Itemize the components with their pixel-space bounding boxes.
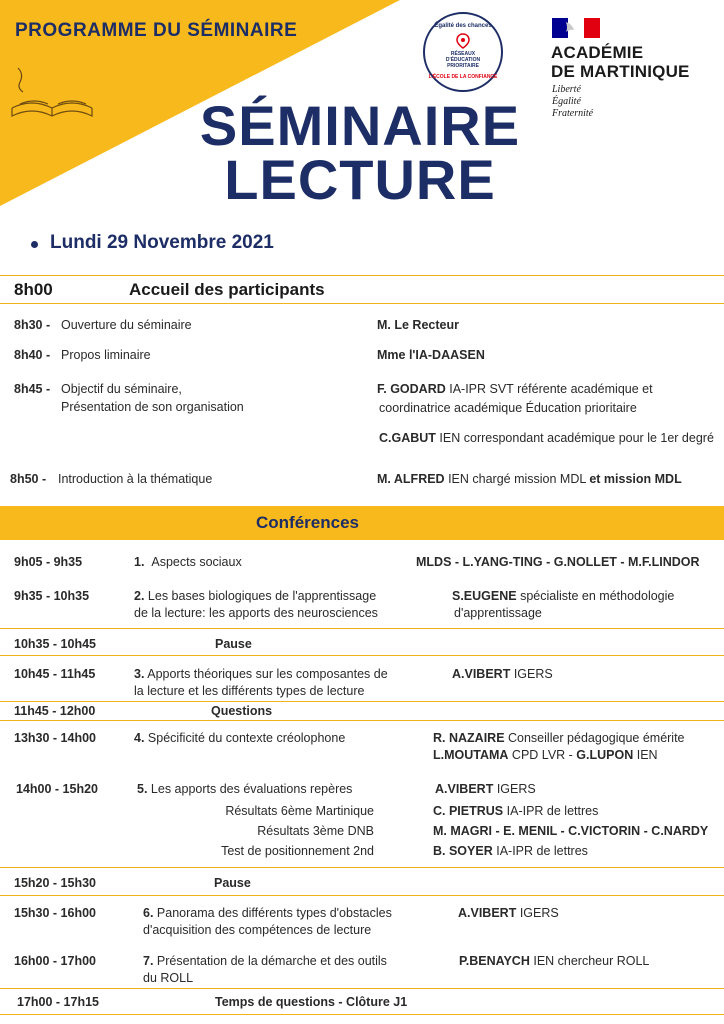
seal-bottom-text: L'ÉCOLE DE LA CONFIANCE (428, 74, 498, 80)
speaker-s5 (435, 782, 536, 796)
questions-label: Questions (211, 704, 273, 718)
speaker-role-2: IEN (633, 748, 658, 762)
education-priority-seal (423, 12, 503, 92)
session-number: 3. (134, 667, 145, 681)
session-3-line1 (134, 667, 388, 681)
divider (0, 303, 724, 304)
speaker-role: CPD LVR - (508, 748, 577, 762)
speaker-role: IEN chercheur ROLL (529, 954, 650, 968)
session-title: Les apports des évaluations repères (150, 782, 353, 796)
session-number: 7. (143, 954, 154, 968)
speaker-name: A.VIBERT (452, 667, 511, 681)
time-s6: 15h30 - 16h00 (14, 906, 96, 920)
speaker-role: spécialiste en méthodologie (516, 589, 675, 603)
time-8h30: 8h30 - (14, 318, 51, 332)
republic-motto-3: Fraternité (552, 108, 594, 119)
session-number: 1. (134, 555, 145, 569)
pause-1: Pause (215, 637, 252, 651)
speaker-role: IGERS (510, 667, 553, 681)
speaker-s4-1 (433, 731, 685, 745)
speaker-godard (377, 382, 653, 396)
republic-motto-2: Égalité (552, 96, 581, 107)
session-3-line2: la lecture et les différents types de lecture (134, 684, 365, 698)
speaker-name: P.BENAYCH (459, 954, 530, 968)
result-speaker-2nd (433, 844, 588, 858)
speaker-s6 (458, 906, 559, 920)
speaker-role: IA-IPR de lettres (503, 804, 599, 818)
republic-motto-1: Liberté (552, 84, 581, 95)
speaker-role: IGERS (493, 782, 536, 796)
time-pause1: 10h35 - 10h45 (14, 637, 96, 651)
item-introduction: Introduction à la thématique (58, 472, 213, 486)
conferences-banner (0, 506, 724, 540)
speaker-gabut (379, 431, 714, 445)
result-speaker-6eme (433, 804, 598, 818)
conferences-title: Conférences (256, 513, 359, 532)
session-6-line2: d'acquisition des compétences de lecture (143, 923, 372, 937)
time-8h45: 8h45 - (14, 382, 51, 396)
title-line1: SÉMINAIRE (199, 94, 521, 157)
session-title: Spécificité du contexte créolophone (147, 731, 346, 745)
welcome-time: 8h00 (14, 280, 53, 299)
session-title: Apports théoriques sur les composantes de (147, 667, 388, 681)
session-title: Les bases biologiques de l'apprentissage (147, 589, 377, 603)
speaker-role: IA-IPR de lettres (492, 844, 588, 858)
speaker-name: F. GODARD (377, 382, 446, 396)
session-7-line2: du ROLL (143, 971, 194, 985)
item-objectif-line2: Présentation de son organisation (61, 400, 244, 414)
speaker-name: S.EUGENE (452, 589, 517, 603)
book-doodle-icon (6, 60, 101, 130)
session-5 (137, 782, 352, 796)
speaker-s1: MLDS - L.YANG-TING - G.NOLLET - M.F.LINDOR (416, 555, 700, 569)
divider (0, 988, 724, 989)
speaker-name-2: G.LUPON (576, 748, 634, 762)
session-number: 4. (134, 731, 145, 745)
speaker-godard-line2: coordinatrice académique Éducation prioritaire (379, 401, 637, 415)
speaker-name: A.VIBERT (435, 782, 494, 796)
time-s1: 9h05 - 9h35 (14, 555, 83, 569)
marianne-flag-icon (552, 18, 600, 38)
closing-label: Temps de questions - Clôture J1 (215, 995, 408, 1009)
result-speaker-3eme (433, 824, 708, 838)
session-title: Panorama des différents types d'obstacles (156, 906, 392, 920)
speaker-role: Conseiller pédagogique émérite (504, 731, 685, 745)
time-8h50: 8h50 - (10, 472, 47, 486)
pause-2: Pause (214, 876, 251, 890)
speaker-ia-daasen: Mme l'IA-DAASEN (377, 348, 485, 362)
session-6-line1 (143, 906, 392, 920)
speaker-name: A.VIBERT (458, 906, 517, 920)
speaker-role: IEN correspondant académique pour le 1er degré (435, 431, 714, 445)
divider (0, 701, 724, 702)
result-label-3eme: Résultats 3ème DNB (257, 824, 374, 838)
date-bullet (31, 241, 38, 248)
time-s7: 16h00 - 17h00 (14, 954, 96, 968)
item-liminaire: Propos liminaire (61, 348, 151, 362)
speaker-name: C.GABUT (379, 431, 436, 445)
session-number: 5. (137, 782, 148, 796)
speaker-name: C. PIETRUS (433, 804, 504, 818)
academy-name-line1: ACADÉMIE (551, 43, 644, 62)
seal-middle-text: RÉSEAUX D'ÉDUCATION PRIORITAIRE (445, 51, 481, 69)
speaker-s3 (452, 667, 553, 681)
time-pause2: 15h20 - 15h30 (14, 876, 96, 890)
speaker-name: R. NAZAIRE (433, 731, 505, 745)
time-8h40: 8h40 - (14, 348, 51, 362)
session-1 (134, 555, 242, 569)
speaker-s7 (459, 954, 649, 968)
session-title: Aspects sociaux (151, 555, 242, 569)
speaker-s4-2 (433, 748, 658, 762)
speaker-name: M. MAGRI - E. MENIL - C.VICTORIN - C.NARDY (433, 824, 709, 838)
speaker-role: IA-IPR SVT référente académique et (445, 382, 653, 396)
title-line2: LECTURE (224, 148, 496, 211)
speaker-s2 (452, 589, 674, 603)
session-2-line2: de la lecture: les apports des neurosciences (134, 606, 378, 620)
session-4 (134, 731, 345, 745)
item-objectif-line1: Objectif du séminaire, (61, 382, 182, 396)
speaker-alfred (377, 472, 682, 486)
speaker-name: M. ALFRED (377, 472, 445, 486)
academy-name-line2: DE MARTINIQUE (551, 62, 690, 81)
divider (0, 1014, 724, 1015)
divider (0, 895, 724, 896)
session-number: 6. (143, 906, 154, 920)
session-7-line1 (143, 954, 387, 968)
speaker-name: L.MOUTAMA (433, 748, 509, 762)
session-2-line1 (134, 589, 376, 603)
result-label-6eme: Résultats 6ème Martinique (225, 804, 374, 818)
item-opening: Ouverture du séminaire (61, 318, 192, 332)
divider (0, 720, 724, 721)
speaker-name: B. SOYER (433, 844, 493, 858)
session-number: 2. (134, 589, 145, 603)
time-s5: 14h00 - 15h20 (16, 782, 98, 796)
time-questions: 11h45 - 12h00 (14, 704, 96, 718)
program-title: PROGRAMME DU SÉMINAIRE (15, 20, 298, 41)
speaker-s2-line2: d'apprentissage (454, 606, 542, 620)
location-pin-icon (456, 33, 470, 49)
speaker-role-bold: et mission MDL (589, 472, 682, 486)
time-s3: 10h45 - 11h45 (14, 667, 96, 681)
time-s4: 13h30 - 14h00 (14, 731, 96, 745)
speaker-role: IGERS (516, 906, 559, 920)
seal-top-text: Égalité des chances (434, 23, 492, 29)
time-closing: 17h00 - 17h15 (17, 995, 99, 1009)
welcome-label: Accueil des participants (129, 280, 325, 299)
divider (0, 275, 724, 276)
result-label-2nd: Test de positionnement 2nd (221, 844, 374, 858)
time-s2: 9h35 - 10h35 (14, 589, 90, 603)
speaker-recteur: M. Le Recteur (377, 318, 459, 332)
divider (0, 655, 724, 656)
divider (0, 867, 724, 868)
seminar-date: Lundi 29 Novembre 2021 (50, 232, 274, 253)
divider (0, 628, 724, 629)
session-title: Présentation de la démarche et des outils (156, 954, 387, 968)
speaker-role: IEN chargé mission MDL (444, 472, 590, 486)
